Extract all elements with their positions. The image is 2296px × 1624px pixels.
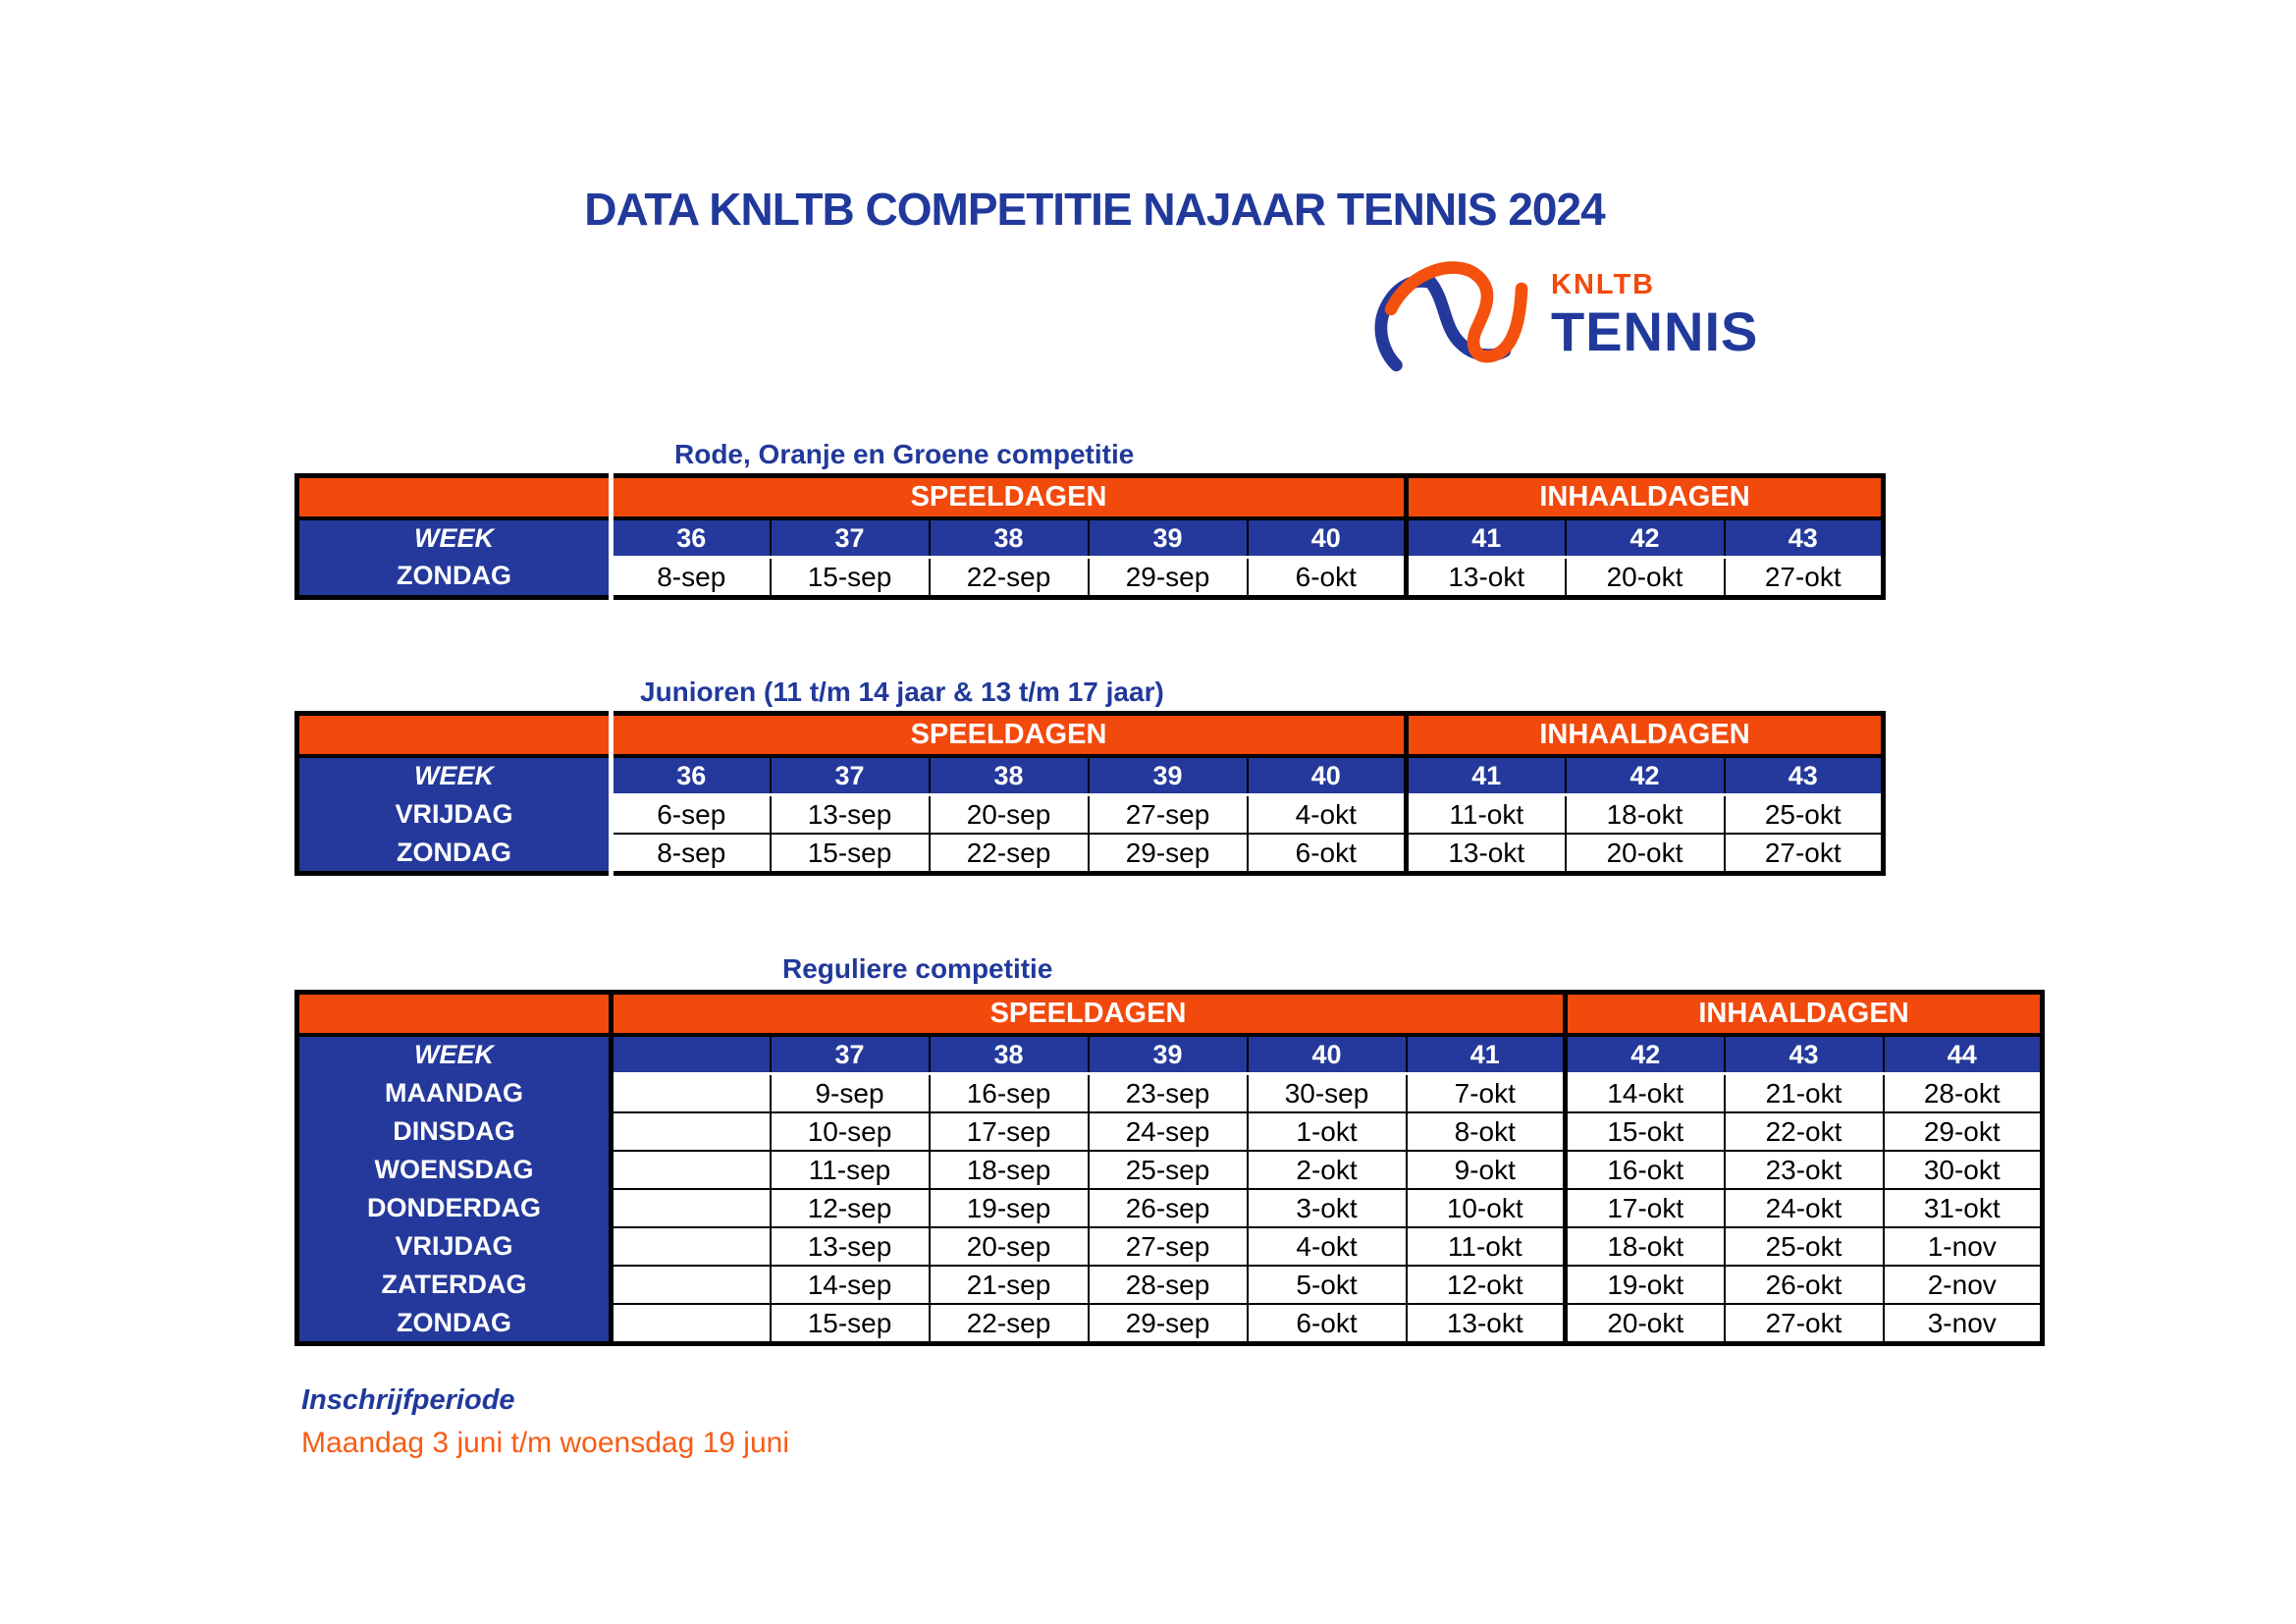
week-number-cell: 43 [1725,756,1884,795]
date-cell: 6-sep [612,795,771,835]
date-cell: 26-sep [1089,1189,1248,1227]
week-label-cell: WEEK [297,518,612,558]
table-caption-junioren: Junioren (11 t/m 14 jaar & 13 t/m 17 jaar) [640,677,1164,707]
week-label-cell: WEEK [297,1035,612,1074]
week-number-cell: 43 [1725,1035,1884,1074]
date-cell: 19-sep [930,1189,1089,1227]
date-cell: 20-sep [930,795,1089,835]
date-cell: 1-okt [1248,1112,1407,1151]
week-number-cell: 37 [771,518,930,558]
date-cell: 22-okt [1725,1112,1884,1151]
date-cell: 27-sep [1089,1227,1248,1266]
day-label-cell: WOENSDAG [297,1151,612,1189]
date-cell: 20-okt [1566,558,1725,598]
date-cell: 17-okt [1566,1189,1725,1227]
day-label-cell: ZONDAG [297,1304,612,1344]
week-number-cell: 41 [1407,518,1566,558]
day-label-cell: VRIJDAG [297,795,612,835]
date-cell: 25-sep [1089,1151,1248,1189]
date-cell: 27-sep [1089,795,1248,835]
date-cell: 9-okt [1407,1151,1566,1189]
date-cell: 22-sep [930,558,1089,598]
logo-wordmark [1551,247,1759,362]
header-corner-cell [297,476,612,519]
date-cell: 8-okt [1407,1112,1566,1151]
date-cell: 22-sep [930,834,1089,874]
header-corner-cell [297,714,612,757]
week-number-cell: 36 [612,518,771,558]
date-cell: 13-sep [771,1227,930,1266]
day-label-cell: VRIJDAG [297,1227,612,1266]
date-cell: 6-okt [1248,1304,1407,1344]
empty-date-cell [612,1227,771,1266]
week-number-cell: 37 [771,1035,930,1074]
date-cell: 13-okt [1407,558,1566,598]
date-cell: 25-okt [1725,795,1884,835]
week-number-cell: 40 [1248,518,1407,558]
date-cell: 29-sep [1089,558,1248,598]
week-number-cell: 41 [1407,1035,1566,1074]
date-cell: 3-okt [1248,1189,1407,1227]
week-number-cell: 39 [1089,1035,1248,1074]
date-cell: 16-sep [930,1074,1089,1113]
empty-date-cell [612,1304,771,1344]
date-cell: 14-sep [771,1266,930,1304]
date-cell: 2-nov [1884,1266,2043,1304]
date-cell: 19-okt [1566,1266,1725,1304]
week-number-cell: 44 [1884,1035,2043,1074]
date-cell: 6-okt [1248,834,1407,874]
footer-heading: Inschrijfperiode [301,1384,515,1416]
date-cell: 22-sep [930,1304,1089,1344]
week-number-cell: 39 [1089,518,1248,558]
date-cell: 21-sep [930,1266,1089,1304]
empty-week-cell [612,1035,771,1074]
date-cell: 24-sep [1089,1112,1248,1151]
date-cell: 15-sep [771,834,930,874]
table-caption-rode-oranje-groene: Rode, Oranje en Groene competitie [674,439,1135,469]
date-cell: 29-sep [1089,834,1248,874]
date-cell: 13-okt [1407,834,1566,874]
day-label-cell: ZATERDAG [297,1266,612,1304]
table-caption-reguliere: Reguliere competitie [782,953,1053,984]
empty-date-cell [612,1189,771,1227]
date-cell: 12-okt [1407,1266,1566,1304]
date-cell: 27-okt [1725,558,1884,598]
date-cell: 7-okt [1407,1074,1566,1113]
date-cell: 17-sep [930,1112,1089,1151]
date-cell: 11-sep [771,1151,930,1189]
date-cell: 20-sep [930,1227,1089,1266]
week-number-cell: 39 [1089,756,1248,795]
day-label-cell: MAANDAG [297,1074,612,1113]
date-cell: 29-sep [1089,1304,1248,1344]
group-header-inhaaldagen: INHAALDAGEN [1407,476,1884,519]
date-cell: 4-okt [1248,1227,1407,1266]
brand-knltb: KNLTB [1551,269,1656,300]
date-cell: 15-sep [771,1304,930,1344]
competition-table-junioren [294,711,1886,876]
week-number-cell: 38 [930,1035,1089,1074]
date-cell: 4-okt [1248,795,1407,835]
date-cell: 5-okt [1248,1266,1407,1304]
date-cell: 30-okt [1884,1151,2043,1189]
day-label-cell: ZONDAG [297,558,612,598]
date-cell: 11-okt [1407,795,1566,835]
date-cell: 8-sep [612,558,771,598]
date-cell: 31-okt [1884,1189,2043,1227]
date-cell: 2-okt [1248,1151,1407,1189]
date-cell: 18-okt [1566,1227,1725,1266]
week-number-cell: 37 [771,756,930,795]
date-cell: 21-okt [1725,1074,1884,1113]
week-number-cell: 42 [1566,756,1725,795]
competition-table-reguliere [294,990,2045,1346]
header-corner-cell [297,993,612,1036]
document-title: DATA KNLTB COMPETITIE NAJAAR TENNIS 2024 [584,184,1605,235]
date-cell: 9-sep [771,1074,930,1113]
logo-swoosh-icon [1372,247,1541,406]
date-cell: 27-okt [1725,834,1884,874]
empty-date-cell [612,1151,771,1189]
week-number-cell: 40 [1248,1035,1407,1074]
competition-table-rode-oranje-groene [294,473,1886,600]
week-number-cell: 38 [930,518,1089,558]
week-number-cell: 43 [1725,518,1884,558]
date-cell: 29-okt [1884,1112,2043,1151]
week-number-cell: 36 [612,756,771,795]
date-cell: 6-okt [1248,558,1407,598]
date-cell: 28-sep [1089,1266,1248,1304]
date-cell: 23-okt [1725,1151,1884,1189]
date-cell: 18-okt [1566,795,1725,835]
date-cell: 15-sep [771,558,930,598]
date-cell: 13-sep [771,795,930,835]
date-cell: 20-okt [1566,834,1725,874]
day-label-cell: DONDERDAG [297,1189,612,1227]
date-cell: 10-okt [1407,1189,1566,1227]
date-cell: 26-okt [1725,1266,1884,1304]
date-cell: 23-sep [1089,1074,1248,1113]
knltb-logo [1372,247,1758,406]
group-header-speeldagen: SPEELDAGEN [612,714,1407,757]
date-cell: 12-sep [771,1189,930,1227]
date-cell: 11-okt [1407,1227,1566,1266]
date-cell: 20-okt [1566,1304,1725,1344]
date-cell: 14-okt [1566,1074,1725,1113]
date-cell: 28-okt [1884,1074,2043,1113]
group-header-inhaaldagen: INHAALDAGEN [1407,714,1884,757]
empty-date-cell [612,1266,771,1304]
day-label-cell: DINSDAG [297,1112,612,1151]
group-header-inhaaldagen: INHAALDAGEN [1566,993,2043,1036]
date-cell: 24-okt [1725,1189,1884,1227]
date-cell: 16-okt [1566,1151,1725,1189]
week-number-cell: 42 [1566,1035,1725,1074]
brand-tennis: TENNIS [1551,300,1759,362]
week-number-cell: 41 [1407,756,1566,795]
date-cell: 10-sep [771,1112,930,1151]
date-cell: 27-okt [1725,1304,1884,1344]
week-number-cell: 38 [930,756,1089,795]
day-label-cell: ZONDAG [297,834,612,874]
empty-date-cell [612,1112,771,1151]
date-cell: 13-okt [1407,1304,1566,1344]
week-number-cell: 40 [1248,756,1407,795]
date-cell: 15-okt [1566,1112,1725,1151]
week-number-cell: 42 [1566,518,1725,558]
group-header-speeldagen: SPEELDAGEN [612,993,1566,1036]
empty-date-cell [612,1074,771,1113]
date-cell: 8-sep [612,834,771,874]
date-cell: 18-sep [930,1151,1089,1189]
date-cell: 25-okt [1725,1227,1884,1266]
date-cell: 3-nov [1884,1304,2043,1344]
group-header-speeldagen: SPEELDAGEN [612,476,1407,519]
footer-period: Maandag 3 juni t/m woensdag 19 juni [301,1427,789,1459]
week-label-cell: WEEK [297,756,612,795]
date-cell: 30-sep [1248,1074,1407,1113]
date-cell: 1-nov [1884,1227,2043,1266]
